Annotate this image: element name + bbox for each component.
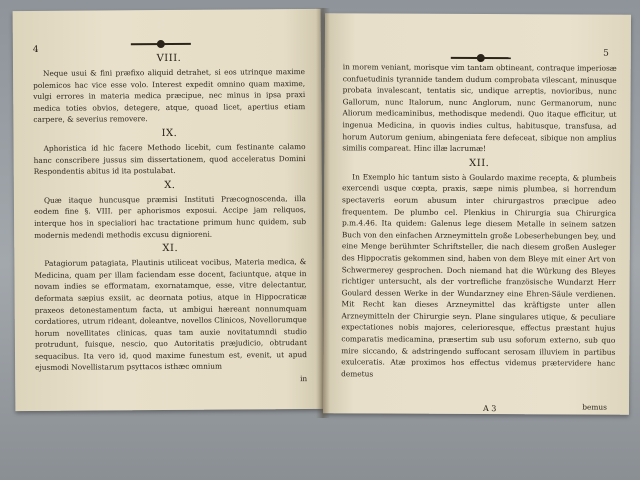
paragraph: In Exemplo hic tantum sisto à Goulardo maxime recepta, & plumbeis exercendi usque cœpta, praxis, sæpe nimis plumbea, si horrendum spectaveris eorum abusum inter chirurgastros præcipue adeo frequentem. De plumbo cel. Plenkius in Chirurgia sua Chirurgica p.m.4.46. Ita quidem: Galenus lege diesem Metalle in seinem satzen Buch von den einfachen Arzneymitteln große Lobeserhebungen bey, und eine Menge berühmter Schriftsteller, die nach diesem großen Ausleger des Hippocratis gekommen sind, haben von dem Bleye mit einer Art von Schwermerey gesprochen. Doch niemand hat die Würkung des Bleyes richtiger untersucht, als der vortrefliche französische Wundarzt Herr Goulard dessen Werke in der Wundarzney eine Ehren-Säule verdienen. Mit Recht kan dieses Arzneymittel das kräftigste unter allen Arzneymitteln der Chirurgie seyn. Plane singulares utique, & peculiare expectationes nobis majores, celerioresque, effectus præstant hujus comparatis medicamina, præsertim sub usu soforum externo, sub quo mire siccando, & adstringendo suffocant serosam illuviem in partibus exulceratis. Atæ proximos hos effectus videmus prætervidere hanc demetus	[341, 172, 617, 379]
paragraph: Quæ itaque huncusque præmisi Instituti Præcognoscenda, illa eodem fine §. VIII. per aphorismos exposui. Accipe jam reliquos, interque hos in specialiori hac tractatione primum hunc quidem, sub modernis medendi methodis excusu dignioreni.	[33, 193, 307, 240]
catchword: in	[300, 374, 308, 384]
section-heading: XII.	[469, 157, 490, 169]
section-heading: X.	[164, 179, 176, 191]
page-body	[341, 61, 617, 381]
page-body	[33, 49, 307, 387]
paragraph: Patagiorum patagiata, Plautinis utiliceat vocibus, Materia medica, & Medicina, quam per illam faciendam esse docent, faciuntque, atque in novam indies se efformatam, exornatamque, esse, vitre delectantur, deformata sæpius exsiit, ac deornata potius, atque in Hippocraticæ praxeos detonestamentum facta, ut ambigui hæreant nonnumquam cordatiores, utrum rideant, doleantve, novellos Clinicos, Novellorumque horum novellitates clinicas, quas tam auxie novitatumndi studio protrudunt, fuisque, nescio, quo Autoritatis præjudicio, obtrudant sequacibus. Ita vero id, quod maxime funestum est, evenit, ut apud ejusmodi Novellistarum psyttacos isthæc omnium	[34, 257, 308, 373]
book-gutter	[316, 8, 330, 418]
page-number: 5	[603, 48, 609, 59]
page-number: 4	[32, 44, 39, 55]
catchword: bemus	[582, 402, 608, 412]
header-ornament-icon	[131, 40, 191, 48]
right-page	[323, 13, 631, 415]
paragraph: Neque usui & fini præfixo aliquid detrahet, si eos utrinque maxime polemicos hac vice esse volo. Interest expedit omnino quam maxime, vulgi errores in materia medica præcipue, nec minus in ipsa praxi medica toties obvios, detegere, atque, quoad licet, apertius etiam carpere, & severius removere.	[33, 67, 306, 125]
section-heading: IX.	[161, 127, 178, 140]
paragraph: Aphoristica id hic facere Methodo licebit, cum festinante calamo hanc conscribere jussus sim dissertationem, quod acceleratus Domini Respondentis abitus id ita postulabat.	[33, 142, 306, 177]
paragraph: in morem veniant, morisque vim tantam obtineant, contraque imperiosæ confuetudinis tyrannide tandem dudum comprobata vilescant, minusque probata invalescant, tentatis sic, undique arreptis, novioribus, nunc Gallorum, nunc Italorum, nunc Anglorum, nunc Germanorum, nunc Aliorum medicaminibus, methodisque medendi. Quo itaque efficitur, ut ingenua Medicina, in quovis indies cultus, habitusque, transfusa, ad horum Autorum genium, abingeniata fere defeceat, sibique non amplius similis compareat. Hinc illæ lacrumæ!	[342, 62, 617, 154]
left-page	[13, 9, 324, 411]
section-heading: VIII.	[156, 52, 182, 65]
signature-mark: A 3	[482, 404, 497, 414]
open-book	[14, 10, 632, 420]
section-heading: XI.	[162, 243, 179, 255]
